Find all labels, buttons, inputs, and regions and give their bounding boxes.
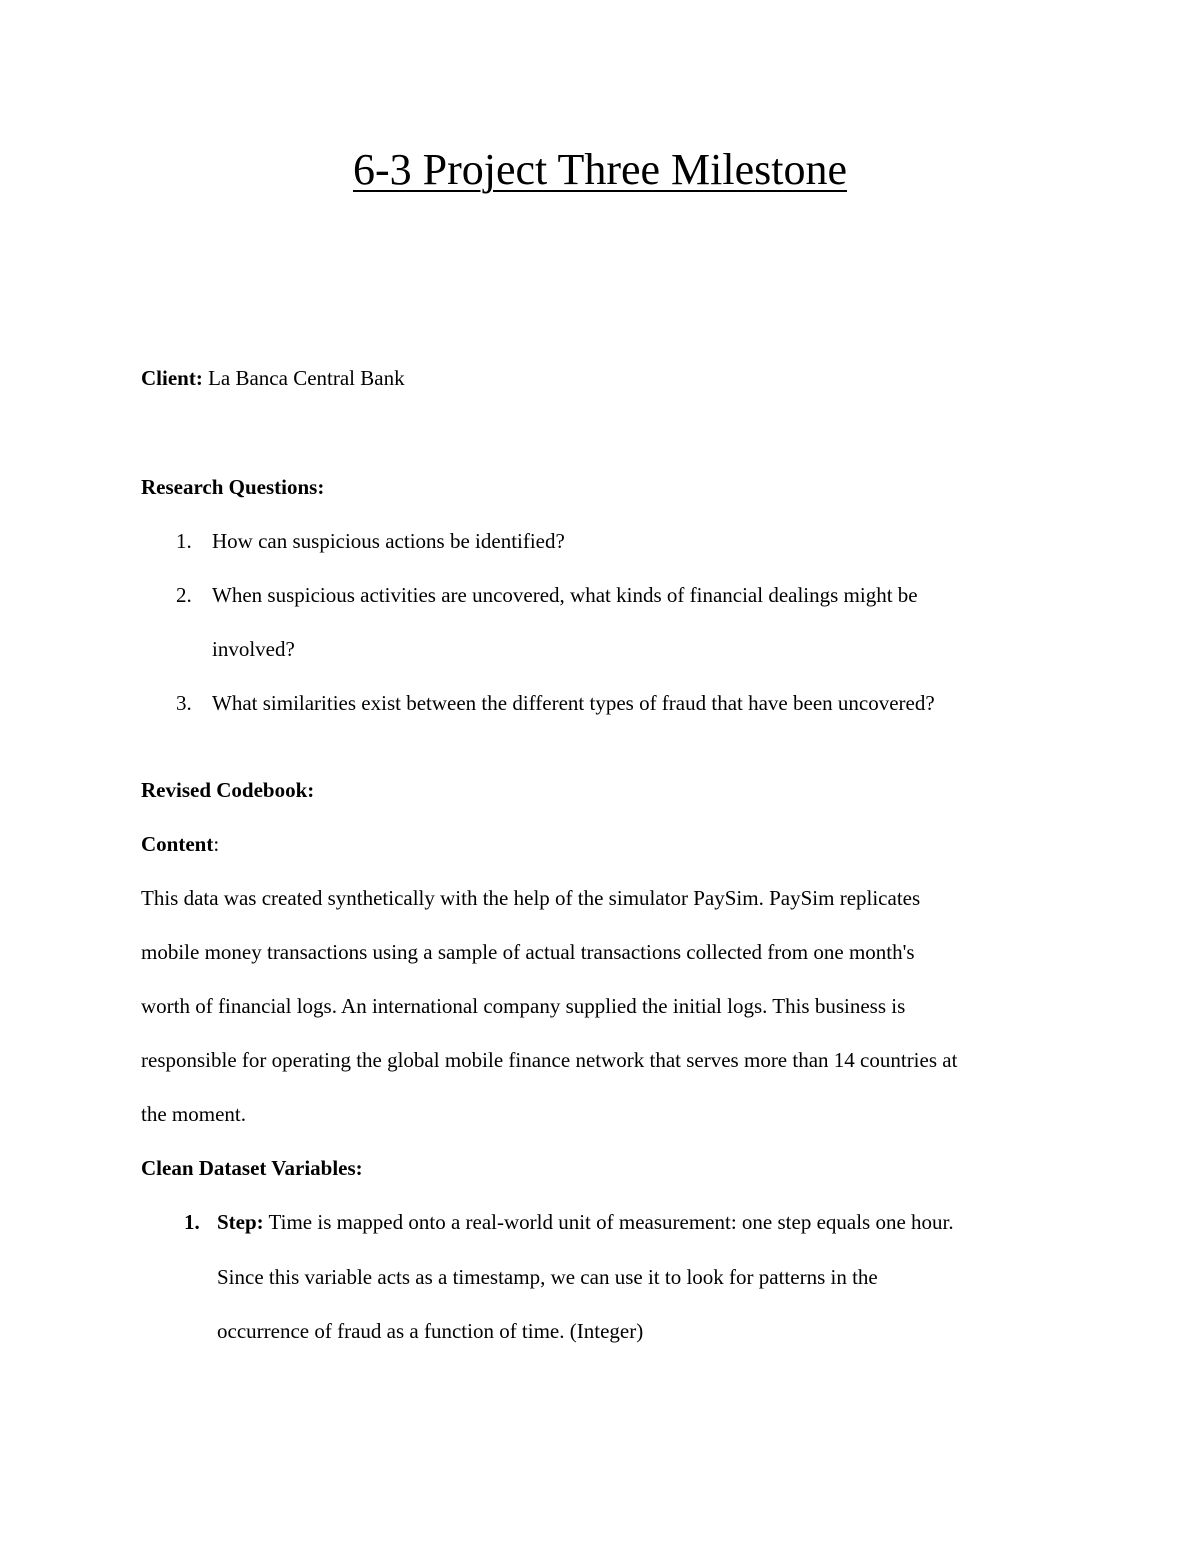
client-label: Client: (141, 366, 203, 390)
research-item-number: 2. (176, 583, 192, 607)
client-value: La Banca Central Bank (202, 366, 405, 390)
content-paragraph-line: responsible for operating the global mobile finance network that serves more than 14 countries at (141, 1048, 958, 1072)
variable-item-line (217, 1207, 954, 1237)
content-paragraph-line: mobile money transactions using a sample of actual transactions collected from one month's (141, 940, 915, 964)
research-item-number: 1. (176, 529, 192, 553)
research-item-text: When suspicious activities are uncovered, what kinds of financial dealings might be (212, 583, 918, 607)
research-item-text-continued: involved? (212, 637, 295, 661)
content-paragraph-line: worth of financial logs. An international company supplied the initial logs. This business is (141, 994, 906, 1018)
research-item-text: What similarities exist between the different types of fraud that have been uncovered? (212, 691, 935, 715)
revised-codebook-heading: Revised Codebook: (141, 778, 315, 802)
content-colon: : (213, 832, 220, 856)
content-label: Content (141, 832, 214, 856)
research-item-text: How can suspicious actions be identified? (212, 529, 565, 553)
research-item-number: 3. (176, 691, 192, 715)
variable-item-text-continued: Since this variable acts as a timestamp, we can use it to look for patterns in the (217, 1265, 878, 1289)
content-label-line (141, 829, 1071, 859)
variable-item-text: Time is mapped onto a real-world unit of measurement: one step equals one hour. (263, 1210, 954, 1234)
clean-dataset-variables-heading: Clean Dataset Variables: (141, 1156, 363, 1180)
content-paragraph-line: the moment. (141, 1102, 246, 1126)
content-paragraph-line: This data was created synthetically with the help of the simulator PaySim. PaySim replicates (141, 886, 921, 910)
variable-item-number: 1. (184, 1210, 200, 1234)
research-questions-heading: Research Questions: (141, 475, 325, 499)
variable-item-label: Step: (217, 1210, 264, 1234)
variable-item-text-continued: occurrence of fraud as a function of time. (Integer) (217, 1319, 644, 1343)
page-title: 6-3 Project Three Milestone (352, 145, 848, 194)
client-line (141, 363, 1071, 393)
